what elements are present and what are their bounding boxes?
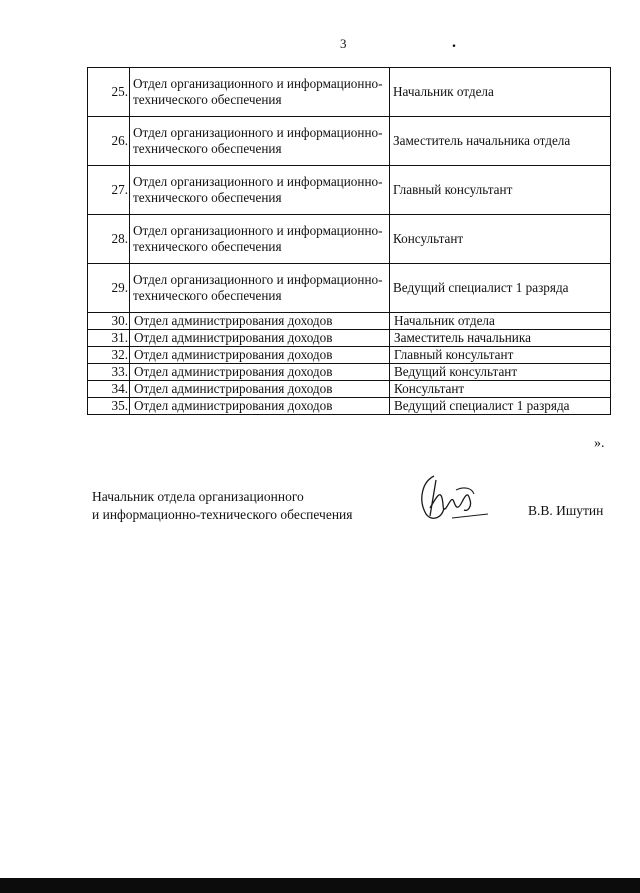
row-number: 33. [88, 364, 130, 381]
page-number: 3 [340, 36, 347, 51]
department-cell: Отдел администрирования доходов [130, 381, 390, 398]
row-number: 34. [88, 381, 130, 398]
department-cell: Отдел администрирования доходов [130, 398, 390, 415]
row-number: 30. [88, 313, 130, 330]
department-cell: Отдел администрирования доходов [130, 347, 390, 364]
table-row [88, 347, 611, 364]
row-number: 25. [88, 68, 130, 117]
row-number: 32. [88, 347, 130, 364]
signatory-title-line-1: Начальник отдела организационного [92, 489, 304, 504]
table-row [88, 330, 611, 347]
table-row [88, 166, 611, 215]
row-number: 35. [88, 398, 130, 415]
row-number: 29. [88, 264, 130, 313]
department-cell: Отдел администрирования доходов [130, 364, 390, 381]
table-row [88, 364, 611, 381]
department-cell: Отдел организационного и информационно-технического обеспечения [130, 166, 390, 215]
position-cell: Консультант [390, 215, 611, 264]
closing-quote: ». [594, 436, 605, 451]
handwritten-signature-icon [412, 468, 492, 528]
row-number: 28. [88, 215, 130, 264]
row-number: 27. [88, 166, 130, 215]
position-cell: Заместитель начальника отдела [390, 117, 611, 166]
signer-name: В.В. Ишутин [528, 503, 604, 518]
department-cell: Отдел организационного и информационно-технического обеспечения [130, 68, 390, 117]
position-cell: Ведущий специалист 1 разряда [390, 398, 611, 415]
table-row [88, 313, 611, 330]
table-row [88, 117, 611, 166]
department-cell: Отдел организационного и информационно-технического обеспечения [130, 215, 390, 264]
position-cell: Начальник отдела [390, 313, 611, 330]
table-row [88, 215, 611, 264]
positions-table [87, 67, 611, 415]
table-row [88, 264, 611, 313]
department-cell: Отдел организационного и информационно-технического обеспечения [130, 117, 390, 166]
signatory-title [92, 488, 352, 524]
position-cell: Ведущий консультант [390, 364, 611, 381]
position-cell: Ведущий специалист 1 разряда [390, 264, 611, 313]
position-cell: Главный консультант [390, 347, 611, 364]
position-cell: Начальник отдела [390, 68, 611, 117]
signatory-title-line-2: и информационно-технического обеспечения [92, 507, 353, 522]
scan-edge [0, 878, 640, 893]
position-cell: Главный консультант [390, 166, 611, 215]
department-cell: Отдел администрирования доходов [130, 313, 390, 330]
department-cell: Отдел организационного и информационно-технического обеспечения [130, 264, 390, 313]
page-dot: . [452, 34, 456, 51]
table-row [88, 381, 611, 398]
table-row [88, 398, 611, 415]
row-number: 31. [88, 330, 130, 347]
position-cell: Консультант [390, 381, 611, 398]
position-cell: Заместитель начальника [390, 330, 611, 347]
table-row [88, 68, 611, 117]
department-cell: Отдел администрирования доходов [130, 330, 390, 347]
row-number: 26. [88, 117, 130, 166]
